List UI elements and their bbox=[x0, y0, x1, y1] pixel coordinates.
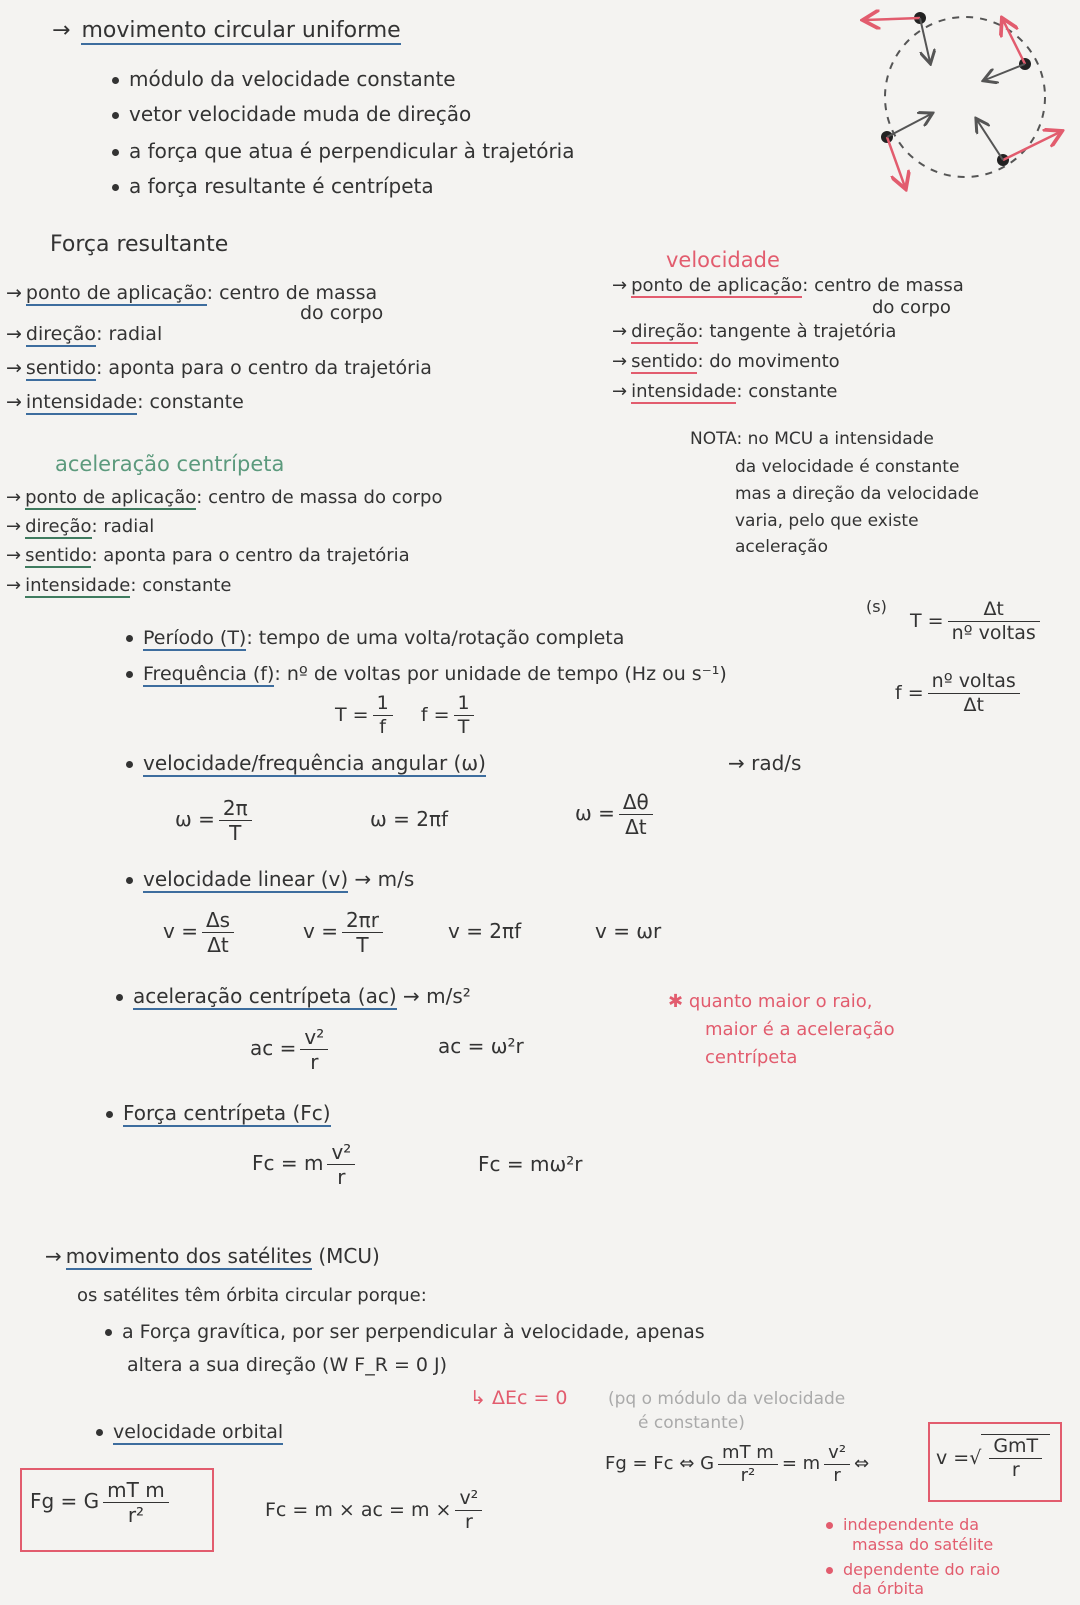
forca-ponto: → ponto de aplicação: centro de massa bbox=[6, 282, 378, 304]
linear-formula-3: v = 2πf bbox=[448, 919, 522, 943]
acc-formula-1: ac = $\frac{\text{v²}}{r}$ bbox=[250, 1025, 332, 1074]
fc-formula-2: Fc = mω²r bbox=[478, 1152, 583, 1176]
fg-formula: Fg = G $\frac{\text{mT m}}{\text{r²}}$ bbox=[30, 1478, 173, 1527]
acc-note-line3: centrípeta bbox=[705, 1047, 798, 1068]
velocidade-ponto: → ponto de aplicação: centro de massa bbox=[612, 275, 964, 296]
angular-line: velocidade/frequência angular (ω) bbox=[126, 752, 486, 775]
forca-intensidade: → intensidade: constante bbox=[6, 391, 244, 413]
angular-unit: → rad/s bbox=[728, 751, 802, 775]
fc-line: Força centrípeta (Fc) bbox=[106, 1102, 331, 1125]
nota-line3: mas a direção da velocidade bbox=[735, 484, 980, 504]
indep-line2: massa do satélite bbox=[852, 1535, 994, 1554]
aceleracao-direcao: → direção: radial bbox=[6, 516, 155, 537]
periodo-formula: T = $\frac{\Delta t}{\text{nº voltas}}$ bbox=[910, 598, 1044, 645]
v-orbital-formula: v =√ $\frac{\text{GmT}}{r}$ bbox=[936, 1434, 1050, 1482]
acc-formula-2: ac = ω²r bbox=[438, 1034, 524, 1058]
force-vector bbox=[977, 120, 1003, 160]
delta-note-line2: é constante) bbox=[638, 1413, 745, 1433]
velocidade-ponto-cont: do corpo bbox=[872, 297, 951, 318]
arrow-right-icon: → bbox=[52, 18, 71, 43]
velocidade-sentido: → sentido: do movimento bbox=[612, 351, 840, 372]
trajectory-circle bbox=[885, 17, 1045, 177]
intro-bullet: a força resultante é centrípeta bbox=[112, 175, 434, 198]
linear-formula-2: v = $\frac{2\pi r}{T}$ bbox=[303, 908, 387, 957]
asterisk-icon: ✱ bbox=[668, 991, 684, 1012]
angular-formula-2: ω = 2πf bbox=[370, 807, 449, 831]
frequencia-formula: f = $\frac{\text{nº voltas}}{\Delta t}$ bbox=[895, 670, 1024, 717]
intro-bullet: módulo da velocidade constante bbox=[112, 68, 456, 91]
force-vector bbox=[920, 18, 930, 62]
periodo-unit: (s) bbox=[866, 597, 887, 616]
periodo-line: Período (T): tempo de uma volta/rotação completa bbox=[126, 628, 624, 650]
acc-note-line1: ✱ quanto maior o raio, bbox=[668, 991, 873, 1012]
satelites-intro: os satélites têm órbita circular porque: bbox=[77, 1285, 427, 1306]
period-freq-relation: T = $\frac{1}{f}$ f = $\frac{1}{T}$ bbox=[335, 692, 478, 739]
satelites-heading: → movimento dos satélites (MCU) bbox=[45, 1244, 380, 1268]
satelites-bullet-line2: altera a sua direção (W F_R = 0 J) bbox=[127, 1354, 448, 1376]
fc-formula-1: Fc = m $\frac{\text{v²}}{r}$ bbox=[252, 1140, 359, 1189]
nota-line2: da velocidade é constante bbox=[735, 457, 960, 477]
intro-bullet: vetor velocidade muda de direção bbox=[112, 103, 471, 126]
forca-direcao: → direção: radial bbox=[6, 323, 163, 345]
aceleracao-intensidade: → intensidade: constante bbox=[6, 575, 232, 596]
linear-line: velocidade linear (v) → m/s bbox=[126, 868, 414, 891]
velocidade-intensidade: → intensidade: constante bbox=[612, 381, 838, 402]
velocity-vector bbox=[1003, 20, 1025, 64]
velocidade-heading: velocidade bbox=[666, 248, 780, 272]
nota-line5: aceleração bbox=[735, 537, 828, 557]
circular-motion-diagram bbox=[855, 2, 1065, 202]
aceleracao-heading: aceleração centrípeta bbox=[55, 452, 285, 476]
acc-note-line2: maior é a aceleração bbox=[705, 1019, 895, 1040]
velocidade-direcao: → direção: tangente à trajetória bbox=[612, 321, 897, 342]
linear-formula-1: v = $\frac{\Delta s}{\Delta t}$ bbox=[163, 908, 238, 957]
nota-line1: NOTA: no MCU a intensidade bbox=[690, 429, 934, 449]
forca-heading: Força resultante bbox=[50, 232, 229, 257]
aceleracao-ponto: → ponto de aplicação: centro de massa do corpo bbox=[6, 487, 443, 508]
page-title: → movimento circular uniforme bbox=[52, 18, 401, 43]
force-vector bbox=[887, 114, 931, 137]
velocity-vector bbox=[865, 18, 920, 20]
satelites-bullet-line1: a Força gravítica, por ser perpendicular à velocidade, apenas bbox=[105, 1322, 705, 1344]
aceleracao-sentido: → sentido: aponta para o centro da trajetória bbox=[6, 545, 410, 566]
forca-sentido: → sentido: aponta para o centro da trajetória bbox=[6, 357, 432, 379]
indep-line1: independente da bbox=[826, 1516, 979, 1534]
delta-ec: ↳ ΔEc = 0 bbox=[470, 1387, 568, 1409]
force-vector bbox=[985, 64, 1025, 80]
equality-formula: Fg = Fc ⇔ G $\frac{\text{mT m}}{\text{r²}}$ = m $\frac{\text{v²}}{r}$ ⇔ bbox=[605, 1442, 870, 1486]
angular-formulas: ω = $\frac{2\pi}{T}$ bbox=[175, 796, 256, 845]
delta-note-line1: (pq o módulo da velocidade bbox=[608, 1389, 846, 1409]
orbital-line: velocidade orbital bbox=[96, 1422, 283, 1444]
frequencia-line: Frequência (f): nº de voltas por unidade de tempo (Hz ou s⁻¹) bbox=[126, 664, 727, 686]
angular-formula-3: ω = $\frac{\Delta\theta}{\Delta t}$ bbox=[575, 790, 657, 839]
intro-bullet: a força que atua é perpendicular à trajetória bbox=[112, 140, 575, 163]
velocity-vector bbox=[887, 137, 905, 187]
forca-ponto-cont: do corpo bbox=[300, 302, 384, 324]
nota-line4: varia, pelo que existe bbox=[735, 511, 919, 531]
acc-line: aceleração centrípeta (ac) → m/s² bbox=[116, 985, 471, 1008]
dep-line1: dependente do raio bbox=[826, 1561, 1000, 1579]
velocity-vector bbox=[1003, 132, 1060, 160]
dep-line2: da órbita bbox=[852, 1579, 925, 1598]
linear-formula-4: v = ωr bbox=[595, 919, 662, 943]
fc-orbital-formula: Fc = m × ac = m × $\frac{\text{v²}}{r}$ bbox=[265, 1487, 486, 1534]
